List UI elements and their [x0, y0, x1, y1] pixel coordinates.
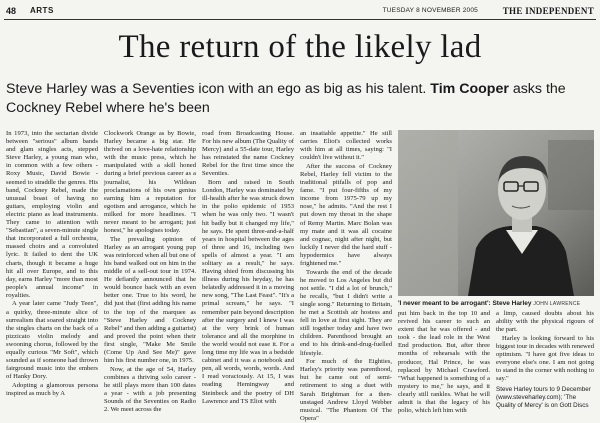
paragraph: Now, at the age of 54, Harley combines a thriving solo career - he still plays more than 100 dates a year - with a job presenting Sounds of the Seventies on Radio 2. We meet across the [104, 365, 196, 414]
standfirst-text: Steve Harley was a Seventies icon with an ego as big as his talent. [6, 81, 427, 97]
headline: The return of the likely lad [118, 29, 482, 65]
byline: Tim Cooper [430, 81, 509, 97]
paragraph: road from Broadcasting House. For his new album (The Quality of Mercy) and a 55-date tour, Harley has reinstated the name Cockney Rebel for the first time since the Seventies. [202, 130, 294, 178]
article-column-3 [202, 130, 294, 406]
caption-text: 'I never meant to be arrogant': Steve Harley [398, 300, 532, 307]
standfirst-text-after: asks the Cockney Rebel where he's been [6, 81, 566, 116]
paragraph: After the success of Cockney Rebel, Harley fell victim to the traditional pitfalls of pop and fame. "I put four-fifths of my income from 1975-79 up my nose," he admits. "And the rest I put down my throat in the shape of Remy Martin. Marc Bolan was my mate and it was all cocaine and cognac, night after night, but luckily I never did the hard stuff - hypodermics have always frightened me." [300, 162, 392, 267]
standfirst [6, 80, 596, 118]
paragraph: an insatiable appetite." He still carries Eliot's collected works with him at all times, saying: "I couldn't live without it." [300, 130, 392, 162]
section-label: ARTS [30, 6, 54, 15]
article-column-5 [398, 310, 490, 416]
paragraph: Harley is looking forward to his biggest tour in decades with renewed optimism. "I have got five ideas to everyone else's one. I am not going to stand in the corner with nothing to say." [496, 334, 594, 383]
paragraph: a limp, caused doubts about his ability with the physical rigours of the part. [496, 310, 594, 334]
page-header [4, 4, 596, 18]
paragraph: Towards the end of the decade he moved to Los Angeles but did not settle. "I did a lot of brunch," he recalls, "but I didn't write a single song." Returning to Britain, he met a Scottish air hostess and fell in love at first sight. They are still together today and have two children. Parenthood brought an end to his drink-and-drug-fuelled lifestyle. [300, 268, 392, 357]
tour-note: Steve Harley tours to 9 December (www.steveharley.com); 'The Quality of Mercy' is on Gott Discs [496, 386, 591, 409]
steve-harley-photo [398, 130, 594, 296]
paragraph: The prevailing opinion of Harley as an arrogant young pup was reinforced when all but one of his band walked out on him in the middle of a sell-out tour in 1974. He defiantly announced that he would bounce back with an even better one. True to his word, he did just that (first adding his name to the top of the marquee as "Steve Harley and Cockney Rebel" and then adding a guitarist) and proved the point when their first single, "Make Me Smile (Come Up And See Me)" gave him his first number one, in 1975. [104, 235, 196, 365]
photo-caption [398, 299, 594, 309]
photo-credit: JOHN LAWRENCE [533, 301, 581, 307]
paragraph: In 1973, into the sectarian divide between "serious" album bands and glam singles acts, stepped Steve Harley, a young man who, in common with a few others - Roxy Music, David Bowie - seemed to straddle the genres. His band, Cockney Rebel, made the unusual boast of having no guitars, employing violin and electric piano as lead instruments. They came to attention with "Sebastian", a seven-minute single that incorporated a full orchestra, massed choirs and a convoluted lyric. It failed to dent the UK charts, though it became a huge hit all over Europe, and to this day, earns Harley "more than most people's annual income" in royalties. [6, 130, 98, 299]
article-column-2 [104, 130, 196, 415]
paragraph: put him back in the top 10 and revived his career to such an extent that he was offered - and took - the lead role in the West End production. But, after three months of rehearsals with the producer, Hal Prince, he was replaced by Michael Crawford. "What happened is something of a mystery to me," he says, and it clearly still rankles. What he will admit is that the legacy of his polio, which left him with [398, 310, 490, 415]
issue-date: TUESDAY 8 NOVEMBER 2005 [382, 7, 478, 14]
portrait-image [398, 130, 594, 296]
paper-name: THE INDEPENDENT [502, 6, 594, 16]
paragraph: For much of the Eighties, Harley's priority was parenthood, but he came out of semi-retirement to sing a duet with Sarah Brightman for a then-unstaged Andrew Lloyd Webber musical. "The Phantom Of The Opera" [300, 358, 392, 422]
paragraph: Adopting a glamorous persona inspired as much by A [6, 381, 98, 397]
page-number: 48 [6, 6, 17, 16]
article-column-4 [300, 130, 392, 423]
header-rule [4, 19, 596, 20]
paragraph: A year later came "Judy Teen", a quirky, three-minute slice of surrealism that soared straight into the singles charts on the back of a pizzicato violin melody and swooning chorus, followed by the equally curious "Mr Soft", which sounded as if someone had thrown fairground music into the embers of Hanky Dory. [6, 300, 98, 381]
article-column-1 [6, 130, 98, 399]
paragraph: Clockwork Orange as by Bowie, Harley became a big star. He thrived on a love-hate relationship with the music press, which he manipulated with a skill honed during a brief previous career as a journalist, his Wildean proclamations of his own genius earning him a reputation for egotism and arrogance, which he milked for more headlines. "I never meant to be arrogant; just honest," he apologises today. [104, 130, 196, 235]
paragraph: Born and raised in South London, Harley was dominated by ill-health after he was struck down in the polio epidemic of 1953 when he was only two. "I wasn't hit badly but it changed my life," he says. He spent three-and-a-half years in hospital between the ages of three and 16, including two spells of almost a year. "I am solitary as a result," he says. Having shied from discussing his illness during his heyday, he has belatedly addressed it in a moving new song, "The Last Feast". "It's a primal scream," he says. "I remember pain beyond description after the surgery and I knew I was at the very brink of human tolerance and all the morphine in the world would not ease it. For a long time my life was in a bedside cabinet and it was a notebook and pen, all words, words, words. And I read voraciously. At 15, I was reading Hemingway and Steinbeck and the poetry of DH Lawrence and TS Eliot with [202, 179, 294, 405]
article-column-6 [496, 310, 594, 409]
